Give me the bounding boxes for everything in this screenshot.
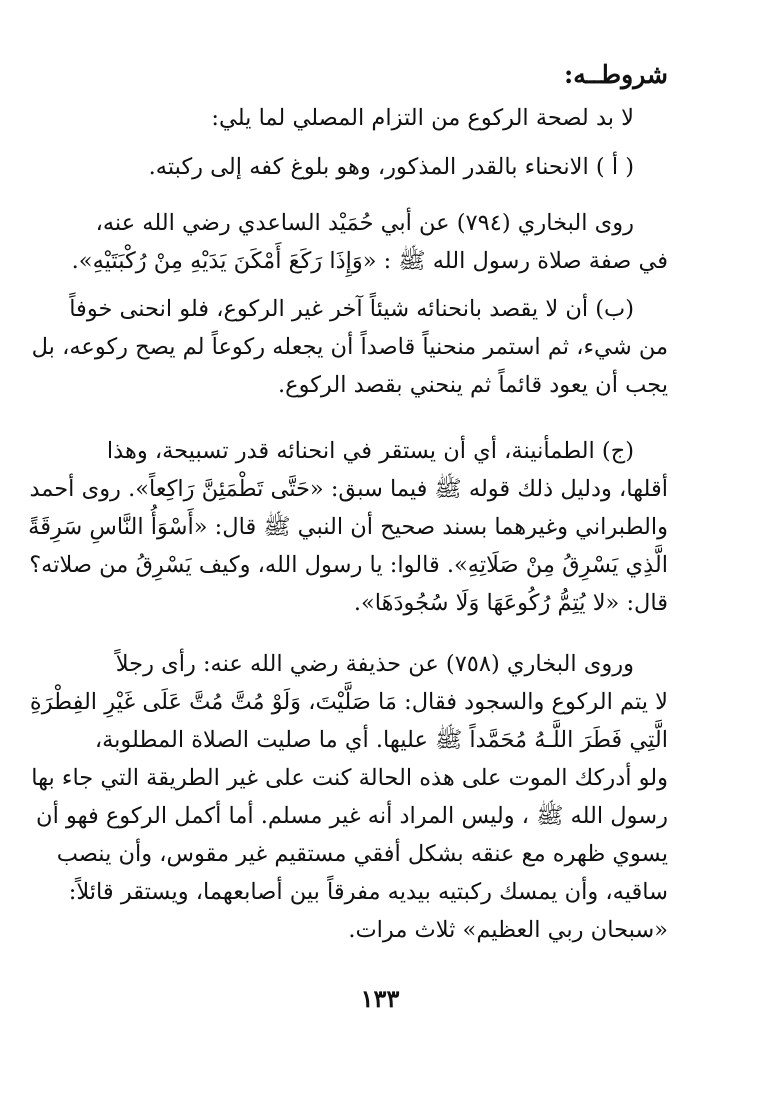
text-line: لا بد لصحة الركوع من التزام المصلي لما يلي: bbox=[211, 105, 634, 131]
text-line: الَّذِي يَسْرِقُ مِنْ صَلَاتِهِ». قالوا: يا رسول الله، وكيف يَسْرِقُ من صلاته؟ bbox=[29, 552, 668, 578]
paragraph-hadith-bukhari-758 bbox=[29, 645, 668, 949]
text-line: ساقيه، وأن يمسك ركبتيه بيديه مفرقاً بين أصابعهما، ويستقر قائلاً: bbox=[68, 879, 668, 905]
section-heading: شروطــه: bbox=[564, 60, 668, 89]
text-line: أقلها، ودليل ذلك قوله ﷺ فيما سبق: «حَتَّى تَطْمَئِنَّ رَاكِعاً». روى أحمد bbox=[29, 476, 668, 502]
text-line: يجب أن يعود قائماً ثم ينحني بقصد الركوع. bbox=[278, 372, 668, 398]
text-line: والطبراني وغيرهما بسند صحيح أن النبي ﷺ قال: «أَسْوَأُ النَّاسِ سَرِقَةً bbox=[28, 514, 668, 540]
text-line: رسول الله ﷺ ، وليس المراد أنه غير مسلم. أما أكمل الركوع فهو أن bbox=[36, 803, 668, 829]
paragraph-intro bbox=[96, 99, 668, 137]
paragraph-hadith-bukhari-794 bbox=[71, 204, 668, 280]
text-line: «سبحان ربي العظيم» ثلاث مرات. bbox=[348, 917, 668, 943]
paragraph-condition-b bbox=[31, 290, 668, 404]
text-line: ( أ ) الانحناء بالقدر المذكور، وهو بلوغ كفه إلى ركبته. bbox=[148, 154, 634, 180]
text-line: (ج) الطمأنينة، أي أن يستقر في انحنائه قدر تسبيحة، وهذا bbox=[106, 438, 634, 464]
text-line: ولو أدركك الموت على هذه الحالة كنت على غير الطريقة التي جاء بها bbox=[31, 765, 668, 791]
text-line: من شيء، ثم استمر منحنياً قاصداً أن يجعله ركوعاً لم يصح ركوعه، بل bbox=[31, 334, 668, 360]
text-line: (ب) أن لا يقصد بانحنائه شيئاً آخر غير الركوع، فلو انحنى خوفاً bbox=[69, 296, 634, 322]
paragraph-condition-a bbox=[96, 148, 668, 186]
text-line: الَّتِي فَطَرَ اللَّـهُ مُحَمَّداً ﷺ عليها. أي ما صليت الصلاة المطلوبة، bbox=[94, 727, 668, 753]
page-number: ١٣٣ bbox=[360, 984, 400, 1013]
paragraph-condition-c bbox=[28, 432, 668, 622]
text-line: في صفة صلاة رسول الله ﷺ : «وَإِذَا رَكَعَ أَمْكَنَ يَدَيْهِ مِنْ رُكْبَتَيْهِ». bbox=[71, 248, 668, 274]
text-line: لا يتم الركوع والسجود فقال: مَا صَلَّيْتَ، وَلَوْ مُتَّ مُتَّ عَلَى غَيْرِ الفِطْرَةِ bbox=[29, 689, 668, 715]
text-line: روى البخاري (٧٩٤) عن أبي حُمَيْد الساعدي رضي الله عنه، bbox=[95, 210, 634, 236]
text-line: وروى البخاري (٧٥٨) عن حذيفة رضي الله عنه: رأى رجلاً bbox=[115, 651, 634, 677]
text-line: قال: «لا يُتِمُّ رُكُوعَهَا وَلَا سُجُودَهَا». bbox=[353, 590, 668, 616]
text-line: يسوي ظهره مع عنقه بشكل أفقي مستقيم غير مقوس، وأن ينصب bbox=[56, 841, 668, 867]
